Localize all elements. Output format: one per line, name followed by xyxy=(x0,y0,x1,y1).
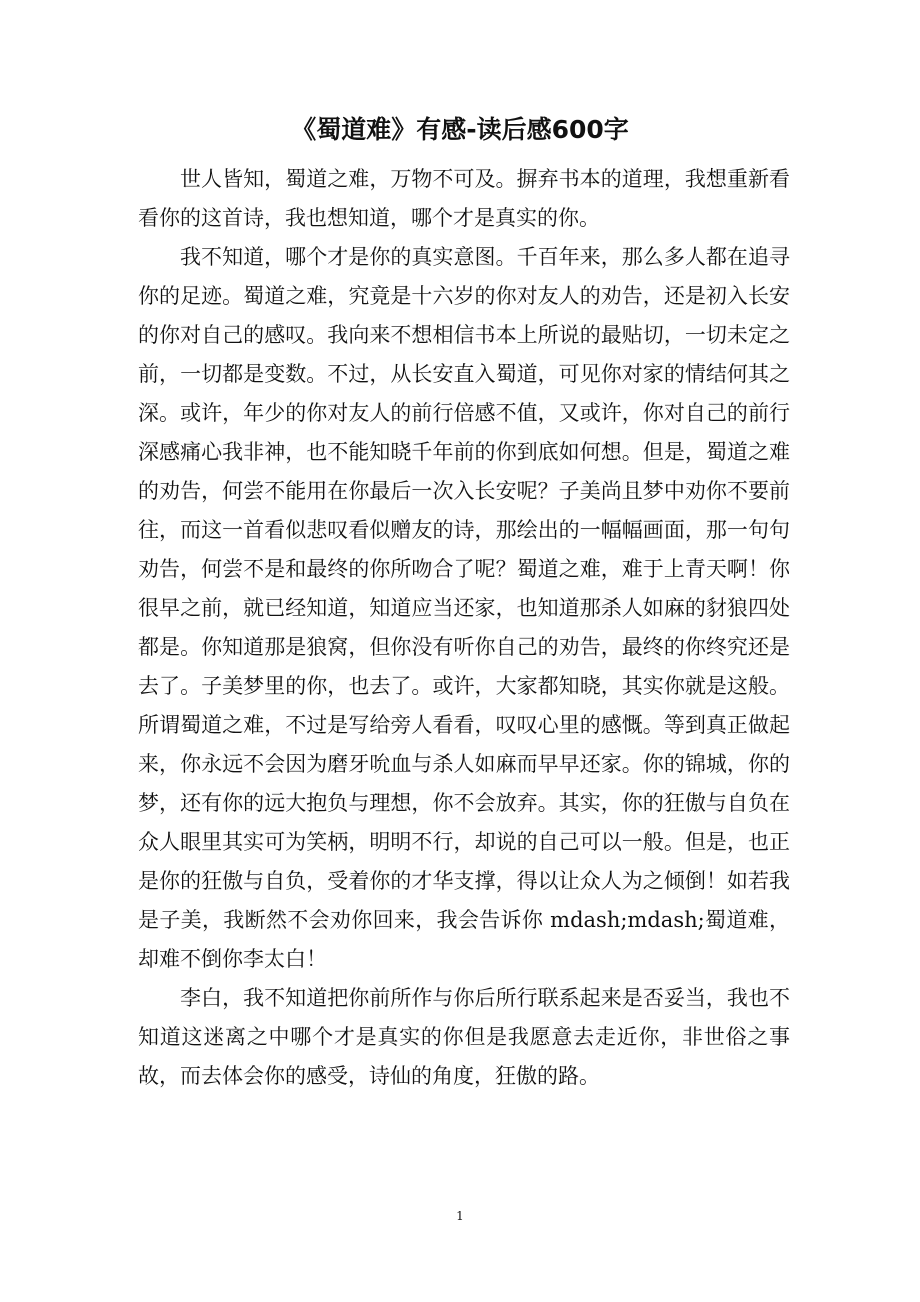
paragraph-2: 我不知道，哪个才是你的真实意图。千百年来，那么多人都在追寻你的足迹。蜀道之难，究竟是十六岁的你对友人的劝告，还是初入长安的你对自己的感叹。我向来不想相信书本上所说的最贴切，一切未定之前，一切都是变数。不过，从长安直入蜀道，可见你对家的情结何其之深。或许，年少的你对友人的前行倍感不值，又或许，你对自己的前行深感痛心我非神，也不能知晓千年前的你到底如何想。但是，蜀道之难的劝告，何尝不能用在你最后一次入长安呢？子美尚且梦中劝你不要前往，而这一首看似悲叹看似赠友的诗，那绘出的一幅幅画面，那一句句劝告，何尝不是和最终的你所吻合了呢？蜀道之难，难于上青天啊！你很早之前，就已经知道，知道应当还家，也知道那杀人如麻的豺狼四处都是。你知道那是狼窝，但你没有听你自己的劝告，最终的你终究还是去了。子美梦里的你，也去了。或许，大家都知晓，其实你就是这般。所谓蜀道之难，不过是写给旁人看看，叹叹心里的感慨。等到真正做起来，你永远不会因为磨牙吮血与杀人如麻而早早还家。你的锦城，你的梦，还有你的远大抱负与理想，你不会放弃。其实，你的狂傲与自负在众人眼里其实可为笑柄，明明不行，却说的自己可以一般。但是，也正是你的狂傲与自负，受着你的才华支撑，得以让众人为之倾倒！如若我是子美，我断然不会劝你回来，我会告诉你 mdash;mdash;蜀道难，却难不倒你李太白！ xyxy=(138,245,790,971)
document-title: 《蜀道难》有感-读后感600字 xyxy=(291,115,629,144)
paragraph-1: 世人皆知，蜀道之难，万物不可及。摒弃书本的道理，我想重新看看你的这首诗，我也想知道，哪个才是真实的你。 xyxy=(138,167,790,230)
document-body xyxy=(138,160,790,1096)
page-number: 1 xyxy=(456,1209,464,1223)
paragraph-3: 李白，我不知道把你前所作与你后所行联系起来是否妥当，我也不知道这迷离之中哪个才是真实的你但是我愿意去走近你，非世俗之事故，而去体会你的感受，诗仙的角度，狂傲的路。 xyxy=(138,986,790,1088)
